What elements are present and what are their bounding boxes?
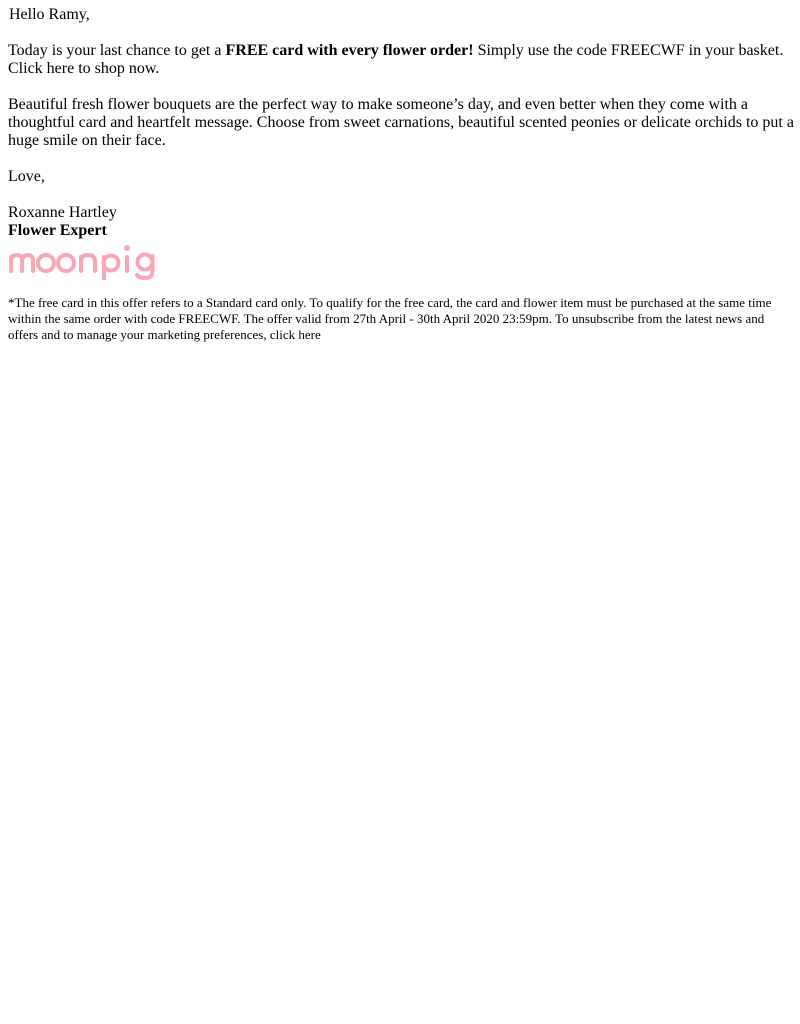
spacer (8, 78, 794, 96)
offer-tail-text: to shop now. (74, 60, 160, 77)
offer-paragraph (8, 42, 794, 78)
signature-title: Flower Expert (8, 222, 107, 239)
unsubscribe-link[interactable]: click here (269, 327, 321, 342)
signoff: Love, (8, 168, 45, 185)
spacer (8, 150, 794, 168)
offer-code-text: Simply use the code FREECWF in your basket. (473, 42, 784, 59)
email-body (8, 6, 794, 343)
signature-name: Roxanne Hartley (8, 204, 117, 221)
offer-highlight: FREE card with every flower order! (225, 42, 474, 59)
spacer (8, 24, 794, 42)
footer-text: *The free card in this offer refers to a Standard card only. To qualify for the free card, the card and flower item must be purchased at the same time within the same order with code FREECWF. The offer valid from 27th April - 30th April 2020 23:59pm. To unsubscribe from the latest news and offers and to manage your marketing preferences, (8, 295, 772, 342)
shop-now-link[interactable]: Click here (8, 60, 75, 77)
moonpig-logo[interactable] (8, 240, 160, 280)
legal-footer (8, 295, 794, 343)
spacer (8, 186, 794, 204)
greeting: Hello Ramy, (9, 6, 90, 23)
offer-lead-text: Today is your last chance to get a (8, 42, 226, 59)
flowers-paragraph: Beautiful fresh flower bouquets are the perfect way to make someone’s day, and even better when they come with a thoughtful card and heartfelt message. Choose from sweet carnations, beautiful scented peonies or delicate orchids to put a huge smile on their face. (8, 96, 794, 149)
